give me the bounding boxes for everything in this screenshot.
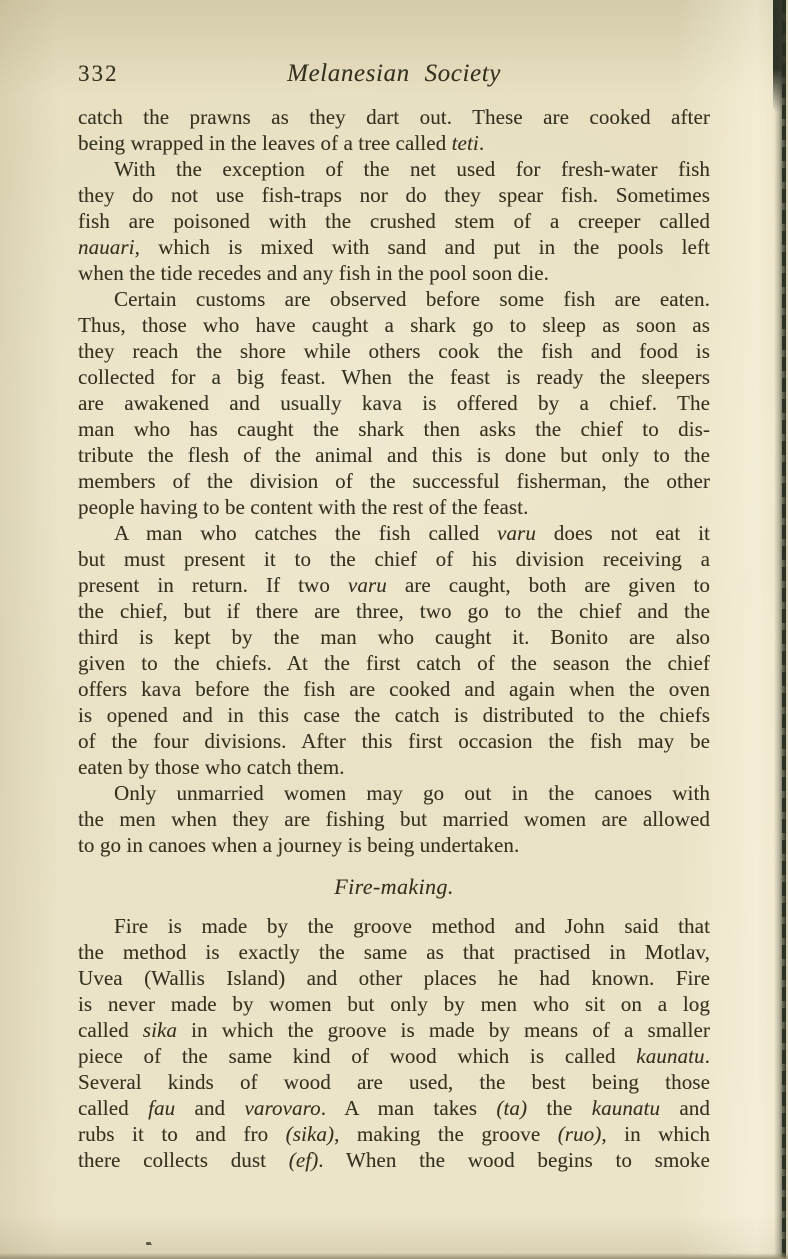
- text-line: offers kava before the fish are cooked and again when the oven: [78, 677, 710, 701]
- ink-speck: [146, 1242, 151, 1245]
- text-line: given to the chiefs. At the first catch of the season the chief: [78, 651, 710, 675]
- text-line: With the exception of the net used for fresh-water fish: [114, 157, 710, 181]
- paragraph: [78, 286, 710, 520]
- text-line: are awakened and usually kava is offered by a chief. The: [78, 391, 710, 415]
- text-line: Several kinds of wood are used, the best being those: [78, 1070, 710, 1094]
- text-line: Thus, those who have caught a shark go to sleep as soon as: [78, 313, 710, 337]
- text-line: Only unmarried women may go out in the canoes with: [114, 781, 710, 805]
- text-line: is never made by women but only by men who sit on a log: [78, 992, 710, 1016]
- text-line: the chief, but if there are three, two go to the chief and the: [78, 599, 710, 623]
- text-line: the method is exactly the same as that practised in Motlav,: [78, 940, 710, 964]
- text-line: Fire is made by the groove method and John said that: [114, 914, 710, 938]
- text-line: present in return. If two varu are caught, both are given to: [78, 573, 710, 597]
- text-line: A man who catches the fish called varu does not eat it: [114, 521, 710, 545]
- text-line: collected for a big feast. When the feast is ready the sleepers: [78, 365, 710, 389]
- running-title: Melanesian Society: [287, 60, 501, 87]
- paragraph: [78, 104, 710, 156]
- page-edge-shadow-right: [774, 0, 788, 1259]
- text-line: members of the division of the successful fisherman, the other: [78, 469, 710, 493]
- text-line: when the tide recedes and any fish in the pool soon die.: [78, 261, 549, 285]
- text-line: fish are poisoned with the crushed stem of a creeper called: [78, 209, 710, 233]
- text-line: they reach the shore while others cook the fish and food is: [78, 339, 710, 363]
- text-line: Certain customs are observed before some fish are eaten.: [114, 287, 710, 311]
- text-line: called sika in which the groove is made by means of a smaller: [78, 1018, 710, 1042]
- text-line: eaten by those who catch them.: [78, 755, 345, 779]
- text-line: rubs it to and fro (sika), making the groove (ruo), in which: [78, 1122, 710, 1146]
- text-line: of the four divisions. After this first occasion the fish may be: [78, 729, 710, 753]
- paragraph: [78, 913, 710, 1173]
- page-edge-shadow-bottom: [0, 1253, 788, 1259]
- text-line: the men when they are fishing but married women are allowed: [78, 807, 710, 831]
- text-line: to go in canoes when a journey is being undertaken.: [78, 833, 520, 857]
- paragraph: [78, 780, 710, 858]
- text-line: nauari, which is mixed with sand and put in the pools left: [78, 235, 710, 259]
- paragraph: [78, 520, 710, 780]
- text-line: tribute the flesh of the animal and this is done but only to the: [78, 443, 710, 467]
- page-header: [78, 52, 710, 88]
- page-number: 332: [78, 61, 119, 86]
- text-line: Uvea (Wallis Island) and other places he had known. Fire: [78, 966, 710, 990]
- text-line: man who has caught the shark then asks the chief to dis-: [78, 417, 710, 441]
- text-line: they do not use fish-traps nor do they spear fish. Sometimes: [78, 183, 710, 207]
- text-line: people having to be content with the rest of the feast.: [78, 495, 529, 519]
- paragraph: [78, 156, 710, 286]
- text-block: [78, 104, 710, 1173]
- text-line: piece of the same kind of wood which is called kaunatu.: [78, 1044, 710, 1068]
- text-line: there collects dust (ef). When the wood begins to smoke: [78, 1148, 710, 1172]
- text-line: called fau and varovaro. A man takes (ta) the kaunatu and: [78, 1096, 710, 1120]
- text-line: but must present it to the chief of his division receiving a: [78, 547, 710, 571]
- section-heading: Fire-making.: [334, 874, 454, 899]
- text-line: is opened and in this case the catch is distributed to the chiefs: [78, 703, 710, 727]
- text-line: being wrapped in the leaves of a tree called teti.: [78, 131, 485, 155]
- text-line: third is kept by the man who caught it. Bonito are also: [78, 625, 710, 649]
- text-line: catch the prawns as they dart out. These are cooked after: [78, 105, 710, 129]
